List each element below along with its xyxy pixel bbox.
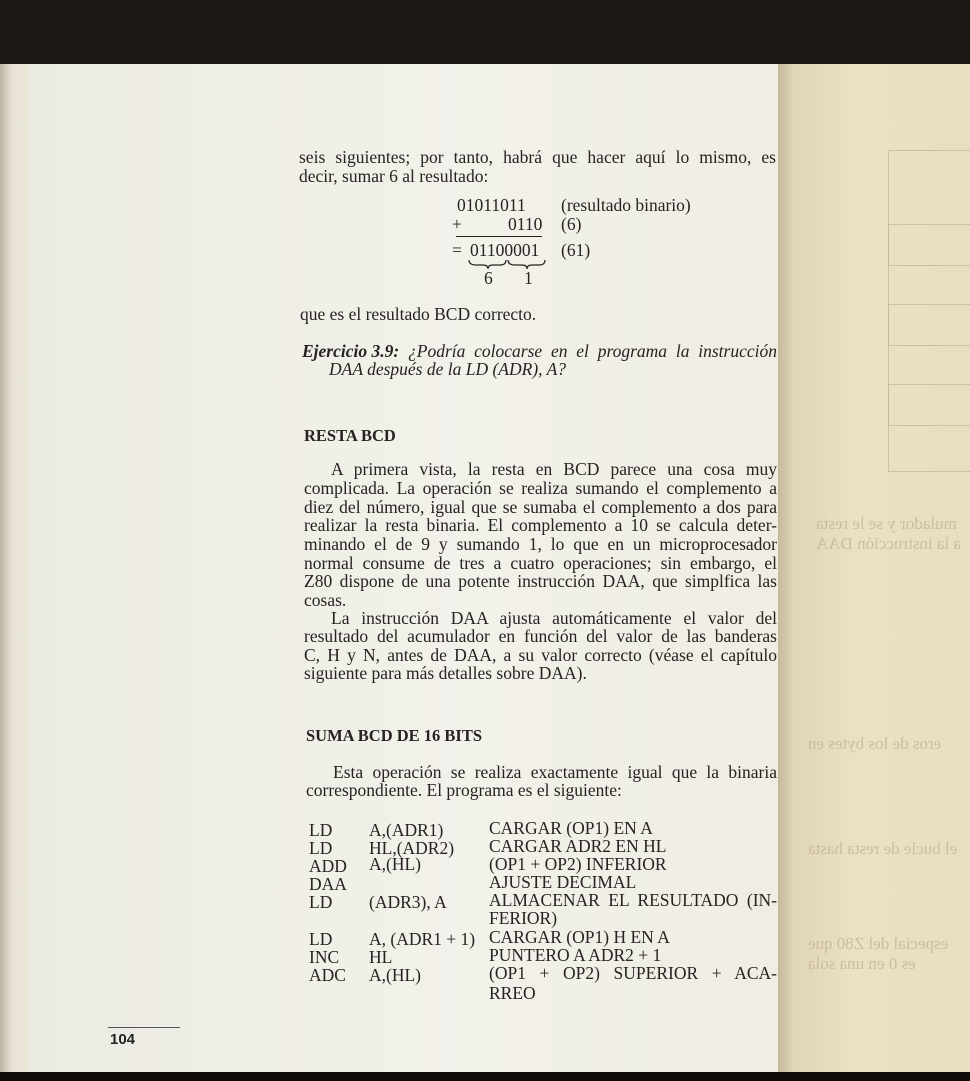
resta-line: minando el de 9 y sumando 1, lo que en un microprocesador <box>304 534 777 554</box>
intro-line-1: seis siguientes; por tanto, habrá que hacer aquí lo mismo, es <box>299 147 776 167</box>
section-title-resta-bcd: RESTA BCD <box>304 426 396 445</box>
right-page-bleedthrough: mulador y se le resta a la instrucción DAA eros de los bytes en el bucle de resta hasta especial del Z80 que es 0 en una sola <box>778 64 970 1072</box>
program-op: DAA <box>309 874 347 894</box>
program-arg: A,(HL) <box>369 965 421 985</box>
program-op: LD <box>309 820 333 840</box>
program-comment: (OP1 + OP2) INFERIOR <box>489 854 667 874</box>
program-op: INC <box>309 947 340 967</box>
intro-line-2: decir, sumar 6 al resultado: <box>299 166 489 186</box>
program-comment: ALMACENAR EL RESULTADO (IN- <box>489 890 777 910</box>
program-op: ADD <box>309 856 347 876</box>
program-comment: RREO <box>489 983 536 1003</box>
calc-value-2: 0110 <box>508 214 543 234</box>
exercise-line-1: ¿Podría colocarse en el programa la instrucción <box>408 341 777 361</box>
resta-line: C, H y N, antes de DAA, a su valor correcto (véase el capítulo <box>304 645 777 665</box>
resta-line: resultado del acumulador en función del valor de las banderas <box>304 626 777 646</box>
footer-rule <box>108 1027 180 1028</box>
resta-line: diez del número, igual que se sumaba el complemento a dos para <box>304 497 777 517</box>
program-arg: HL,(ADR2) <box>369 838 455 858</box>
section-title-suma-bcd: SUMA BCD DE 16 BITS <box>306 726 483 745</box>
program-arg: A, (ADR1 + 1) <box>369 929 476 949</box>
calc-note-1: (resultado binario) <box>561 195 691 215</box>
digit-1: 1 <box>524 268 533 288</box>
program-op: LD <box>309 838 333 858</box>
resta-line: normal consume de tres a cuatro operaciones; sin embargo, el <box>304 553 777 573</box>
program-arg: A,(HL) <box>369 854 421 874</box>
plus-sign: + <box>452 214 462 234</box>
program-comment: CARGAR (OP1) EN A <box>489 818 653 838</box>
resta-line: complicada. La operación se realiza sumando el complemento a <box>304 478 777 498</box>
top-scan-border <box>0 0 970 64</box>
program-comment: FERIOR) <box>489 908 558 928</box>
program-comment: AJUSTE DECIMAL <box>489 872 637 892</box>
digit-braces <box>466 258 548 270</box>
program-op: LD <box>309 892 333 912</box>
resta-line: cosas. <box>304 590 347 610</box>
equals-sign: = <box>452 240 462 260</box>
bottom-scan-border <box>0 1072 970 1081</box>
suma-line: correspondiente. El programa es el siguiente: <box>306 780 622 800</box>
program-op: LD <box>309 929 333 949</box>
book-binding <box>0 64 30 1072</box>
after-calc-text: que es el resultado BCD correcto. <box>300 304 537 324</box>
program-arg: HL <box>369 947 393 967</box>
exercise-label: Ejercicio 3.9: <box>302 341 400 361</box>
calc-value-1: 01011011 <box>457 195 526 215</box>
suma-line: Esta operación se realiza exactamente igual que la binaria <box>333 762 777 782</box>
program-arg: A,(ADR1) <box>369 820 444 840</box>
resta-line: La instrucción DAA ajusta automáticamente el valor del <box>331 608 777 628</box>
digit-6: 6 <box>484 268 493 288</box>
resta-line: Z80 dispone de una potente instrucción DAA, que simplfica las <box>304 571 777 591</box>
program-comment: (OP1 + OP2) SUPERIOR + ACA- <box>489 963 777 983</box>
sum-rule <box>456 236 542 237</box>
resta-line: A primera vista, la resta en BCD parece una cosa muy <box>331 459 777 479</box>
page-number: 104 <box>110 1031 136 1048</box>
program-comment: CARGAR (OP1) H EN A <box>489 927 670 947</box>
resta-line: siguiente para más detalles sobre DAA). <box>304 663 587 683</box>
program-comment: CARGAR ADR2 EN HL <box>489 836 667 856</box>
calc-note-3: (61) <box>561 240 591 260</box>
resta-line: realizar la resta binaria. El complemento a 10 se calcula deter- <box>304 515 777 535</box>
calc-value-3: 01100001 <box>470 240 540 260</box>
program-comment: PUNTERO A ADR2 + 1 <box>489 945 662 965</box>
program-op: ADC <box>309 965 346 985</box>
program-arg: (ADR3), A <box>369 892 447 912</box>
calc-note-2: (6) <box>561 214 582 234</box>
exercise-line-2: DAA después de la LD (ADR), A? <box>329 359 567 379</box>
